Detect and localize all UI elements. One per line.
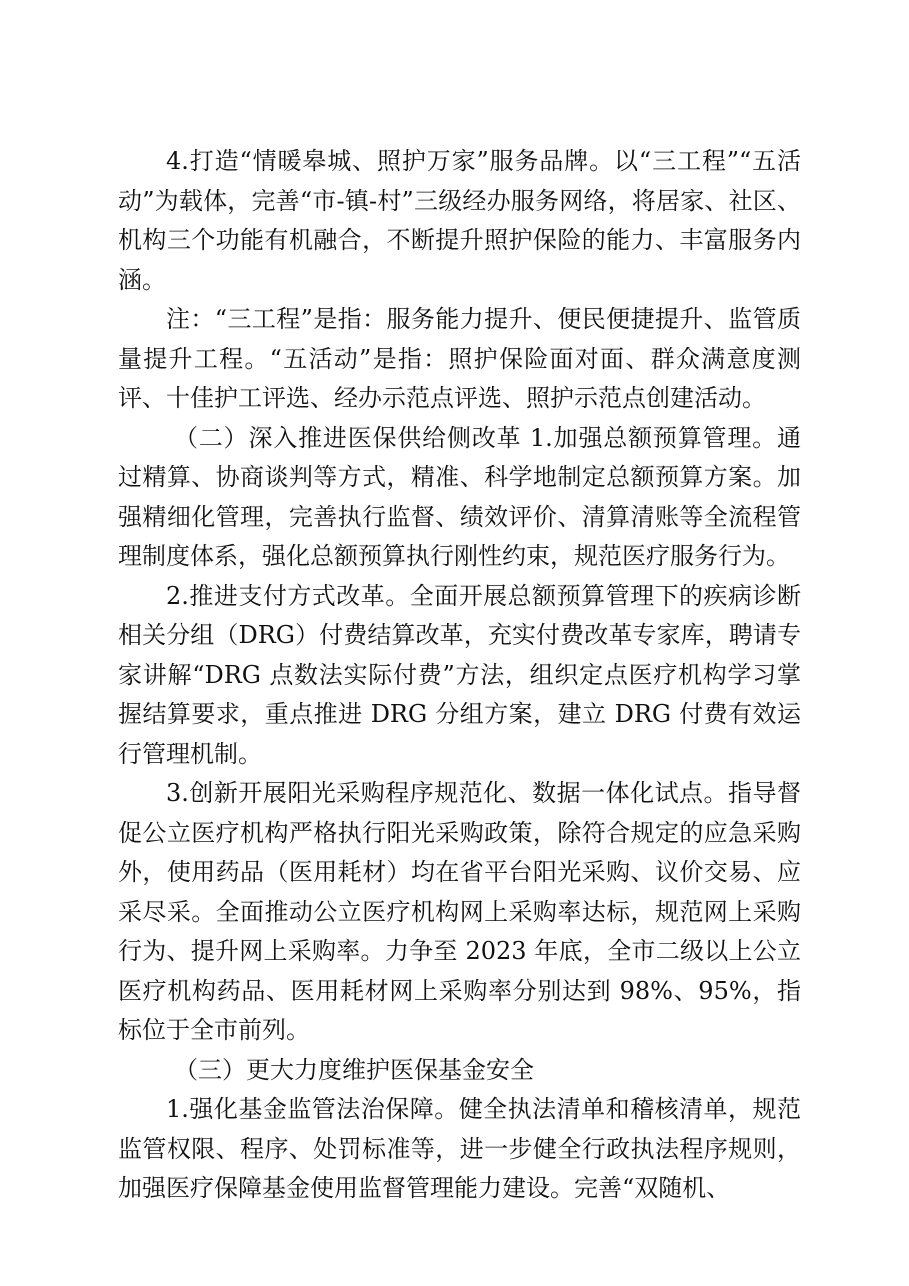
paragraph-sunshine-procurement: 3.创新开展阳光采购程序规范化、数据一体化试点。指导督促公立医疗机构严格执行阳光采购政策，除符合规定的应急采购外，使用药品（医用耗材）均在省平台阳光采购、议价交易、应采尽采。全面推动公立医疗机构网上采购率达标，规范网上采购行为、提升网上采购率。力争至 2023 年底，全市二级以上公立医疗机构药品、医用耗材网上采购率分别达到 98%、95%，指标位于全市前列。 [118,779,801,1044]
paragraph-payment-reform: 2.推进支付方式改革。全面开展总额预算管理下的疾病诊断相关分组（DRG）付费结算改革，充实付费改革专家库，聘请专家讲解“DRG 点数法实际付费”方法，组织定点医疗机构学习掌握结算要求，重点推进 DRG 分组方案，建立 DRG 付费有效运行管理机制。 [118,581,801,768]
document-body [118,142,801,1209]
paragraph-note: 注：“三工程”是指：服务能力提升、便民便捷提升、监管质量提升工程。“五活动”是指：照护保险面对面、群众满意度测评、十佳护工评选、经办示范点评选、照护示范点创建活动。 [118,305,801,412]
paragraph-fund-supervision: 1.强化基金监管法治保障。健全执法清单和稽核清单，规范监管权限、程序、处罚标准等，进一步健全行政执法程序规则，加强医疗保障基金使用监督管理能力建设。完善“双随机、 [118,1095,801,1202]
section-heading-fund-safety: （三）更大力度维护医保基金安全 [174,1055,534,1084]
paragraph-supply-side-reform: （二）深入推进医保供给侧改革 1.加强总额预算管理。通过精算、协商谈判等方式，精准、科学地制定总额预算方案。加强精细化管理，完善执行监督、绩效评价、清算清账等全流程管理制度体系，强化总额预算执行刚性约束，规范医疗服务行为。 [118,423,801,570]
paragraph-care-brand: 4.打造“情暖皋城、照护万家”服务品牌。以“三工程”“五活动”为载体，完善“市-镇-村”三级经办服务网络，将居家、社区、机构三个功能有机融合，不断提升照护保险的能力、丰富服务内涵。 [118,147,801,294]
